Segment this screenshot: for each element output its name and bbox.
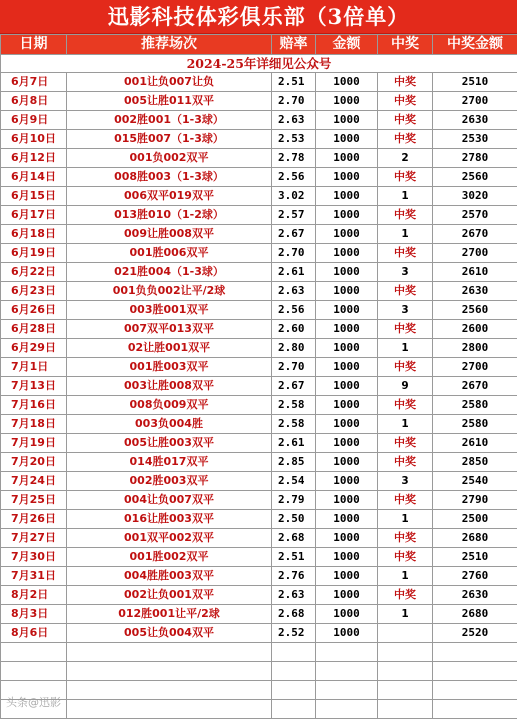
cell-payout: 2670 <box>433 377 517 396</box>
cell-date: 7月30日 <box>1 548 67 567</box>
cell-date: 7月26日 <box>1 510 67 529</box>
empty-row <box>1 681 517 700</box>
table-row <box>1 206 517 225</box>
table-row <box>1 320 517 339</box>
cell-amount: 1000 <box>316 624 378 643</box>
cell-match: 012胜001让平/2球 <box>67 605 272 624</box>
cell-odds: 2.52 <box>272 624 316 643</box>
cell-date: 6月12日 <box>1 149 67 168</box>
cell-amount: 1000 <box>316 377 378 396</box>
cell-odds: 2.50 <box>272 510 316 529</box>
cell-amount: 1000 <box>316 472 378 491</box>
table-row <box>1 510 517 529</box>
cell-match: 003胜001双平 <box>67 301 272 320</box>
cell-result: 中奖 <box>378 320 433 339</box>
cell-date: 6月29日 <box>1 339 67 358</box>
cell-match: 013胜010（1-2球） <box>67 206 272 225</box>
cell-payout: 2560 <box>433 301 517 320</box>
table-row <box>1 301 517 320</box>
cell-amount: 1000 <box>316 548 378 567</box>
cell-date: 7月25日 <box>1 491 67 510</box>
table-row <box>1 415 517 434</box>
cell-date: 7月20日 <box>1 453 67 472</box>
cell-amount: 1000 <box>316 396 378 415</box>
cell-result: 中奖 <box>378 168 433 187</box>
empty-row <box>1 643 517 662</box>
empty-cell <box>378 662 433 681</box>
cell-match: 001双平002双平 <box>67 529 272 548</box>
empty-cell <box>433 643 517 662</box>
cell-match: 001负负002让平/2球 <box>67 282 272 301</box>
cell-amount: 1000 <box>316 586 378 605</box>
table-row <box>1 472 517 491</box>
cell-match: 001胜006双平 <box>67 244 272 263</box>
header-date: 日期 <box>1 35 67 55</box>
cell-amount: 1000 <box>316 453 378 472</box>
cell-result: 1 <box>378 187 433 206</box>
cell-payout: 2510 <box>433 548 517 567</box>
cell-payout: 2790 <box>433 491 517 510</box>
cell-amount: 1000 <box>316 206 378 225</box>
cell-amount: 1000 <box>316 605 378 624</box>
cell-result: 1 <box>378 510 433 529</box>
empty-row <box>1 700 517 719</box>
cell-match: 001负002双平 <box>67 149 272 168</box>
table-row <box>1 453 517 472</box>
cell-result: 中奖 <box>378 453 433 472</box>
empty-cell <box>316 700 378 719</box>
cell-result: 中奖 <box>378 130 433 149</box>
cell-amount: 1000 <box>316 92 378 111</box>
cell-amount: 1000 <box>316 358 378 377</box>
cell-amount: 1000 <box>316 263 378 282</box>
cell-match: 014胜017双平 <box>67 453 272 472</box>
cell-amount: 1000 <box>316 529 378 548</box>
cell-odds: 2.68 <box>272 605 316 624</box>
cell-odds: 2.57 <box>272 206 316 225</box>
cell-odds: 2.79 <box>272 491 316 510</box>
header-amount: 金额 <box>316 35 378 55</box>
cell-date: 6月10日 <box>1 130 67 149</box>
cell-odds: 2.53 <box>272 130 316 149</box>
record-table <box>0 34 517 719</box>
cell-match: 007双平013双平 <box>67 320 272 339</box>
table-row <box>1 434 517 453</box>
cell-payout: 2540 <box>433 472 517 491</box>
cell-amount: 1000 <box>316 130 378 149</box>
cell-result: 9 <box>378 377 433 396</box>
empty-cell <box>67 643 272 662</box>
empty-cell <box>378 681 433 700</box>
cell-payout: 2630 <box>433 282 517 301</box>
cell-odds: 2.51 <box>272 548 316 567</box>
cell-result <box>378 624 433 643</box>
cell-amount: 1000 <box>316 320 378 339</box>
cell-date: 8月3日 <box>1 605 67 624</box>
cell-payout: 2630 <box>433 586 517 605</box>
cell-date: 6月19日 <box>1 244 67 263</box>
cell-payout: 2560 <box>433 168 517 187</box>
cell-result: 3 <box>378 301 433 320</box>
cell-payout: 3020 <box>433 187 517 206</box>
table-row <box>1 624 517 643</box>
empty-cell <box>378 700 433 719</box>
empty-cell <box>378 643 433 662</box>
cell-date: 6月14日 <box>1 168 67 187</box>
cell-odds: 2.63 <box>272 282 316 301</box>
cell-date: 6月22日 <box>1 263 67 282</box>
cell-result: 中奖 <box>378 244 433 263</box>
table-row <box>1 358 517 377</box>
table-row <box>1 282 517 301</box>
cell-date: 6月18日 <box>1 225 67 244</box>
header-payout: 中奖金额 <box>433 35 517 55</box>
cell-odds: 2.67 <box>272 377 316 396</box>
cell-match: 002胜001（1-3球） <box>67 111 272 130</box>
cell-payout: 2610 <box>433 434 517 453</box>
cell-result: 中奖 <box>378 282 433 301</box>
cell-odds: 2.67 <box>272 225 316 244</box>
table-row <box>1 111 517 130</box>
cell-date: 6月7日 <box>1 73 67 92</box>
cell-odds: 2.54 <box>272 472 316 491</box>
cell-match: 005让胜003双平 <box>67 434 272 453</box>
cell-date: 7月13日 <box>1 377 67 396</box>
subtitle: 2024-25年详细见公众号 <box>1 55 517 73</box>
cell-match: 001让负007让负 <box>67 73 272 92</box>
cell-date: 8月2日 <box>1 586 67 605</box>
cell-odds: 2.78 <box>272 149 316 168</box>
sheet-title: 迅影科技体彩俱乐部（3倍单） <box>0 0 517 34</box>
cell-result: 中奖 <box>378 358 433 377</box>
empty-cell <box>67 681 272 700</box>
cell-payout: 2630 <box>433 111 517 130</box>
table-row <box>1 339 517 358</box>
table-row <box>1 187 517 206</box>
cell-payout: 2780 <box>433 149 517 168</box>
cell-result: 中奖 <box>378 206 433 225</box>
cell-match: 008负009双平 <box>67 396 272 415</box>
table-row <box>1 130 517 149</box>
cell-match: 001胜002双平 <box>67 548 272 567</box>
empty-cell <box>272 700 316 719</box>
empty-cell <box>272 681 316 700</box>
empty-row <box>1 662 517 681</box>
cell-amount: 1000 <box>316 225 378 244</box>
cell-match: 006双平019双平 <box>67 187 272 206</box>
cell-date: 6月28日 <box>1 320 67 339</box>
cell-match: 008胜003（1-3球） <box>67 168 272 187</box>
cell-payout: 2680 <box>433 605 517 624</box>
table-row <box>1 244 517 263</box>
table-row <box>1 491 517 510</box>
cell-odds: 2.70 <box>272 244 316 263</box>
empty-cell <box>316 662 378 681</box>
cell-result: 中奖 <box>378 434 433 453</box>
cell-odds: 2.68 <box>272 529 316 548</box>
cell-odds: 3.02 <box>272 187 316 206</box>
cell-result: 1 <box>378 415 433 434</box>
header-row <box>1 35 517 55</box>
cell-date: 7月24日 <box>1 472 67 491</box>
cell-odds: 2.56 <box>272 168 316 187</box>
cell-result: 中奖 <box>378 491 433 510</box>
table-row <box>1 263 517 282</box>
cell-amount: 1000 <box>316 187 378 206</box>
cell-odds: 2.58 <box>272 396 316 415</box>
table-row <box>1 396 517 415</box>
empty-cell <box>433 681 517 700</box>
table-row <box>1 586 517 605</box>
cell-odds: 2.76 <box>272 567 316 586</box>
cell-date: 6月23日 <box>1 282 67 301</box>
cell-payout: 2580 <box>433 396 517 415</box>
cell-result: 1 <box>378 605 433 624</box>
cell-date: 7月1日 <box>1 358 67 377</box>
cell-result: 中奖 <box>378 92 433 111</box>
cell-amount: 1000 <box>316 491 378 510</box>
cell-amount: 1000 <box>316 168 378 187</box>
cell-result: 2 <box>378 149 433 168</box>
cell-date: 6月8日 <box>1 92 67 111</box>
header-match: 推荐场次 <box>67 35 272 55</box>
cell-amount: 1000 <box>316 301 378 320</box>
cell-payout: 2700 <box>433 244 517 263</box>
empty-cell <box>1 662 67 681</box>
table-row <box>1 73 517 92</box>
cell-result: 中奖 <box>378 586 433 605</box>
cell-result: 1 <box>378 339 433 358</box>
header-odds: 赔率 <box>272 35 316 55</box>
cell-match: 004胜胜003双平 <box>67 567 272 586</box>
cell-match: 015胜007（1-3球） <box>67 130 272 149</box>
table-row <box>1 377 517 396</box>
watermark: 头条@迅影 <box>6 694 61 710</box>
cell-payout: 2700 <box>433 92 517 111</box>
cell-odds: 2.61 <box>272 434 316 453</box>
cell-amount: 1000 <box>316 415 378 434</box>
cell-result: 1 <box>378 567 433 586</box>
table-row <box>1 529 517 548</box>
empty-cell <box>433 700 517 719</box>
cell-payout: 2530 <box>433 130 517 149</box>
cell-payout: 2800 <box>433 339 517 358</box>
table-row <box>1 149 517 168</box>
empty-cell <box>316 643 378 662</box>
table-row <box>1 225 517 244</box>
empty-cell <box>1 643 67 662</box>
cell-match: 001胜003双平 <box>67 358 272 377</box>
table-row <box>1 567 517 586</box>
cell-odds: 2.80 <box>272 339 316 358</box>
header-result: 中奖 <box>378 35 433 55</box>
cell-result: 中奖 <box>378 111 433 130</box>
cell-odds: 2.58 <box>272 415 316 434</box>
cell-match: 002让负001双平 <box>67 586 272 605</box>
cell-payout: 2500 <box>433 510 517 529</box>
cell-date: 6月9日 <box>1 111 67 130</box>
empty-cell <box>433 662 517 681</box>
cell-result: 1 <box>378 225 433 244</box>
cell-payout: 2670 <box>433 225 517 244</box>
cell-result: 中奖 <box>378 548 433 567</box>
cell-date: 7月16日 <box>1 396 67 415</box>
cell-odds: 2.63 <box>272 586 316 605</box>
cell-payout: 2610 <box>433 263 517 282</box>
empty-cell <box>272 643 316 662</box>
cell-date: 8月6日 <box>1 624 67 643</box>
cell-result: 中奖 <box>378 73 433 92</box>
cell-odds: 2.51 <box>272 73 316 92</box>
cell-date: 6月17日 <box>1 206 67 225</box>
cell-date: 6月26日 <box>1 301 67 320</box>
cell-match: 009让胜008双平 <box>67 225 272 244</box>
cell-date: 7月27日 <box>1 529 67 548</box>
cell-match: 016让胜003双平 <box>67 510 272 529</box>
table-row <box>1 548 517 567</box>
cell-payout: 2680 <box>433 529 517 548</box>
cell-date: 6月15日 <box>1 187 67 206</box>
cell-payout: 2570 <box>433 206 517 225</box>
cell-payout: 2520 <box>433 624 517 643</box>
cell-date: 7月18日 <box>1 415 67 434</box>
cell-match: 004让负007双平 <box>67 491 272 510</box>
cell-odds: 2.85 <box>272 453 316 472</box>
cell-match: 005让胜011双平 <box>67 92 272 111</box>
cell-payout: 2700 <box>433 358 517 377</box>
cell-result: 中奖 <box>378 396 433 415</box>
table-row <box>1 168 517 187</box>
cell-date: 7月19日 <box>1 434 67 453</box>
cell-odds: 2.70 <box>272 92 316 111</box>
table-row <box>1 605 517 624</box>
cell-odds: 2.56 <box>272 301 316 320</box>
empty-cell <box>67 700 272 719</box>
empty-cell <box>67 662 272 681</box>
cell-amount: 1000 <box>316 567 378 586</box>
empty-cell <box>316 681 378 700</box>
cell-match: 021胜004（1-3球） <box>67 263 272 282</box>
subtitle-row <box>1 55 517 73</box>
cell-result: 3 <box>378 263 433 282</box>
cell-amount: 1000 <box>316 111 378 130</box>
cell-odds: 2.70 <box>272 358 316 377</box>
cell-amount: 1000 <box>316 149 378 168</box>
cell-match: 002胜003双平 <box>67 472 272 491</box>
empty-cell <box>272 662 316 681</box>
cell-payout: 2850 <box>433 453 517 472</box>
cell-payout: 2580 <box>433 415 517 434</box>
cell-match: 003让胜008双平 <box>67 377 272 396</box>
cell-result: 中奖 <box>378 529 433 548</box>
cell-amount: 1000 <box>316 244 378 263</box>
cell-odds: 2.61 <box>272 263 316 282</box>
cell-payout: 2600 <box>433 320 517 339</box>
cell-match: 003负004胜 <box>67 415 272 434</box>
cell-result: 3 <box>378 472 433 491</box>
table-row <box>1 92 517 111</box>
cell-amount: 1000 <box>316 434 378 453</box>
cell-amount: 1000 <box>316 282 378 301</box>
cell-match: 005让负004双平 <box>67 624 272 643</box>
cell-match: 02让胜001双平 <box>67 339 272 358</box>
cell-amount: 1000 <box>316 73 378 92</box>
cell-odds: 2.63 <box>272 111 316 130</box>
cell-odds: 2.60 <box>272 320 316 339</box>
cell-amount: 1000 <box>316 339 378 358</box>
cell-payout: 2760 <box>433 567 517 586</box>
cell-amount: 1000 <box>316 510 378 529</box>
cell-payout: 2510 <box>433 73 517 92</box>
cell-date: 7月31日 <box>1 567 67 586</box>
